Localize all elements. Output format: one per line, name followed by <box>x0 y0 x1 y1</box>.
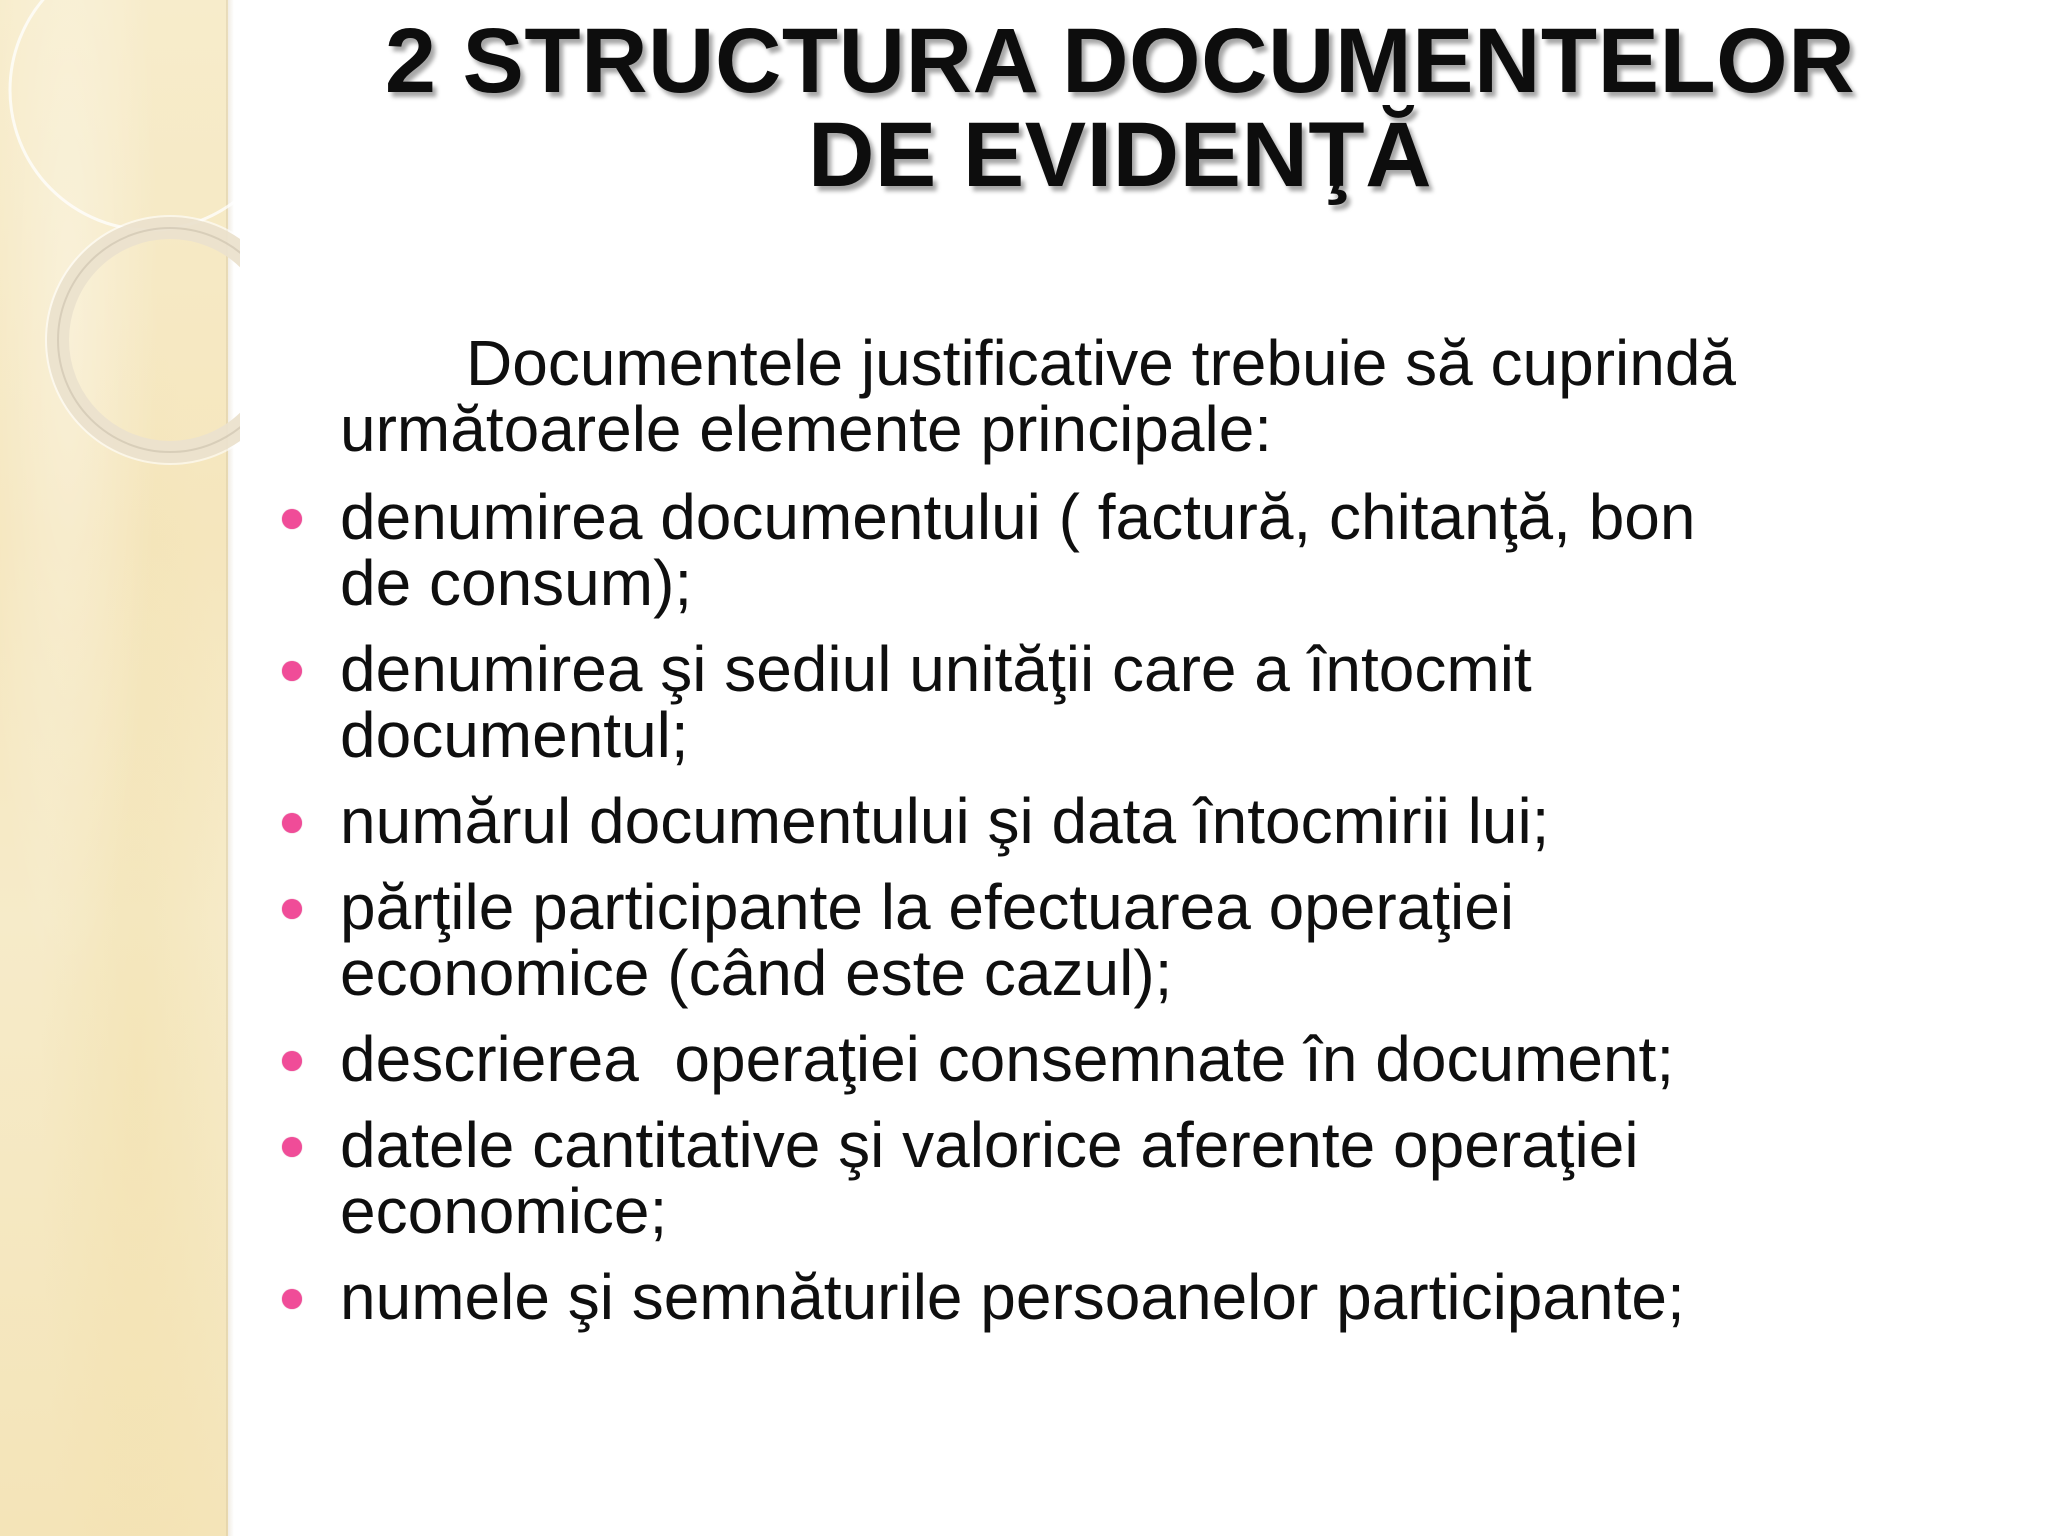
list-item-line: economice (când este cazul); <box>340 937 1173 1009</box>
pink-dot-bullet-icon <box>282 899 302 919</box>
list-item-line: descrierea operaţiei consemnate în document; <box>340 1023 1675 1095</box>
list-item-line: numărul documentului şi data întocmirii lui; <box>340 785 1550 857</box>
elements-list <box>340 481 1980 1333</box>
list-item-line: documentul; <box>340 699 689 771</box>
pink-dot-bullet-icon <box>282 1051 302 1071</box>
pink-dot-bullet-icon <box>282 661 302 681</box>
list-item <box>340 785 1980 857</box>
list-item-line: datele cantitative şi valorice aferente operaţiei <box>340 1109 1639 1181</box>
slide-title <box>240 10 2000 206</box>
pink-dot-bullet-icon <box>282 813 302 833</box>
list-item-line: denumirea documentului ( factură, chitanţă, bon <box>340 481 1696 553</box>
slide-title-line-1: 2 STRUCTURA DOCUMENTELOR <box>384 10 1856 112</box>
list-item-line: denumirea şi sediul unităţii care a întocmit <box>340 633 1532 705</box>
pink-dot-bullet-icon <box>282 1137 302 1157</box>
intro-line-1: Documentele justificative trebuie să cuprindă <box>466 327 1736 399</box>
pink-dot-bullet-icon <box>282 1289 302 1309</box>
list-item-line: numele şi semnăturile persoanelor participante; <box>340 1261 1685 1333</box>
slide-body <box>340 327 1980 1350</box>
decorative-rings-icon <box>0 0 240 500</box>
pink-dot-bullet-icon <box>282 509 302 529</box>
list-item-line: părţile participante la efectuarea operaţiei <box>340 871 1515 943</box>
intro-paragraph <box>340 327 1980 465</box>
list-item <box>340 1261 1980 1333</box>
list-item <box>340 481 1980 619</box>
list-item-line: economice; <box>340 1175 668 1247</box>
list-item <box>340 633 1980 771</box>
slide-title-line-2: DE EVIDENŢĂ <box>807 104 1433 206</box>
intro-line-2: următoarele elemente principale: <box>340 393 1273 465</box>
list-item-line: de consum); <box>340 547 693 619</box>
list-item <box>340 1109 1980 1247</box>
list-item <box>340 871 1980 1009</box>
list-item <box>340 1023 1980 1095</box>
